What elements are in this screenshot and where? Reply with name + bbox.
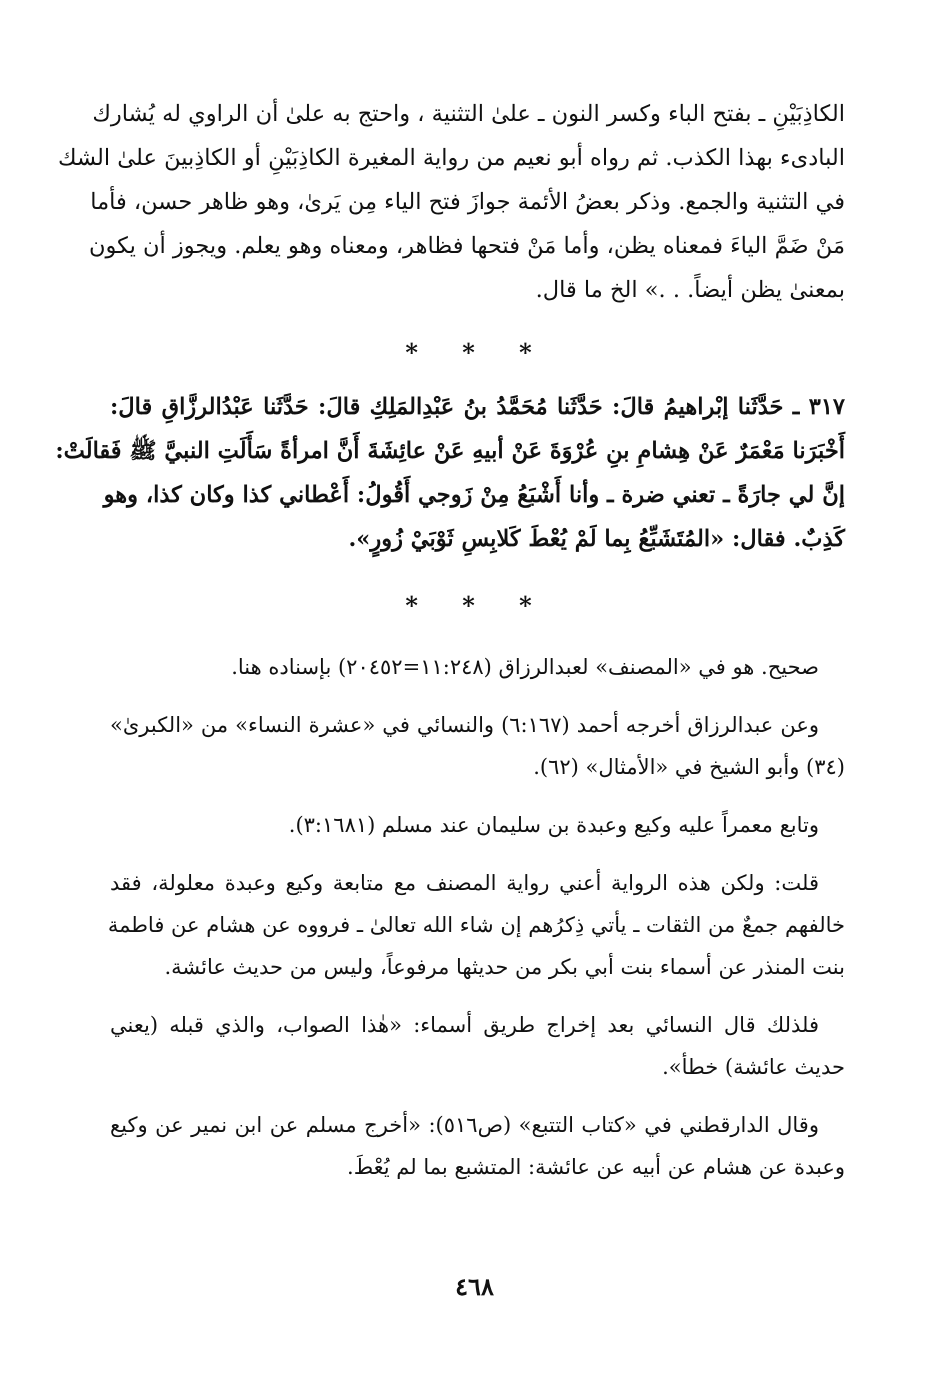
note-paragraph [110, 1004, 845, 1088]
hadith-line: كَذِبٌ. فقال: «المُتَشَبِّعُ بِما لَمْ يُعْطَ كَلابِسِ ثَوْبَيْ زُورٍ». [348, 526, 845, 552]
note-line: فلذلك قال النسائي بعد إخراج طريق أسماء: «هٰذا الصواب، والذي قبله (يعني [110, 1013, 819, 1037]
intro-paragraph [58, 92, 845, 312]
hadith-paragraph [55, 385, 845, 561]
note-paragraph [107, 862, 845, 988]
hadith-line: ٣١٧ ـ حَدَّثَنا إبْراهيمُ قالَ: حَدَّثَنا مُحَمَّدُ بنُ عَبْدِالمَلِكِ قالَ: حَدَّثَنا عَبْدُالرزَّاقِ قالَ: [110, 394, 845, 420]
note-paragraph [110, 646, 845, 688]
note-line: وقال الدارقطني في «كتاب التتبع» (ص٥١٦): «أخرج مسلم عن ابن نمير عن وكيع [110, 1113, 819, 1137]
note-paragraph [110, 704, 845, 788]
note-line: وعبدة عن هشام عن أبيه عن عائشة: المتشبع بما لم يُعْطَ. [347, 1155, 845, 1179]
note-paragraph [110, 804, 845, 846]
page-body [55, 92, 845, 1204]
text-line: بمعنىٰ يظن أيضاً. . .» الخ ما قال. [535, 277, 845, 303]
page-number: ٤٦٨ [455, 1272, 494, 1301]
hadith-line: أَخْبَرَنا مَعْمَرٌ عَنْ هِشامِ بنِ عُرْوَةَ عَنْ أبيهِ عَنْ عائِشَةَ أَنَّ امرأةً سَأَلَتِ النبيَّ ﷺ فَقالَتْ: [55, 438, 845, 464]
note-line: (٣٤) وأبو الشيخ في «الأمثال» (٦٢). [533, 755, 845, 779]
section-separator: * * * [405, 338, 550, 367]
text-line: البادىء بهذا الكذب. ثم رواه أبو نعيم من رواية المغيرة الكاذِبَيْنِ أو الكاذِبينَ علىٰ الشك [58, 145, 845, 171]
note-line: صحيح. هو في «المصنف» لعبدالرزاق (١١:٢٤٨=٢٠٤٥٢) بإسناده هنا. [231, 655, 819, 679]
note-line: حديث عائشة) خطأ». [662, 1055, 845, 1079]
note-line: وعن عبدالرزاق أخرجه أحمد (٦:١٦٧) والنسائي في «عشرة النساء» من «الكبرىٰ» [110, 713, 819, 737]
note-line: قلت: ولكن هذه الرواية أعني رواية المصنف مع متابعة وكيع وعبدة معلولة، فقد [110, 871, 819, 895]
note-paragraph [110, 1104, 845, 1188]
note-line: خالفهم جمعٌ من الثقات ـ يأتي ذِكرُهم إن شاء الله تعالىٰ ـ فرووه عن هشام عن فاطمة [107, 913, 845, 937]
text-line: في التثنية والجمع. وذكر بعضُ الأئمة جوازَ فتح الياء مِن يَرىٰ، وهو ظاهر حسن، فأما [90, 189, 845, 215]
hadith-line: إنَّ لي جارَةً ـ تعني ضرة ـ وأنا أَشْبَعُ مِنْ زَوجي أَقُولُ: أَعْطاني كذا وكان كذا، وهو [103, 482, 845, 508]
text-line: مَنْ ضَمَّ الياءَ فمعناه يظن، وأما مَنْ فتحها فظاهر، ومعناه وهو يعلم. ويجوز أن يكون [89, 233, 845, 259]
text-line: الكاذِبَيْنِ ـ بفتح الباء وكسر النون ـ علىٰ التثنية ، واحتج به علىٰ أن الراوي له يُشارك [92, 101, 845, 127]
note-line: وتابع معمراً عليه وكيع وعبدة بن سليمان عند مسلم (٣:١٦٨١). [288, 813, 819, 837]
note-line: بنت المنذر عن أسماء بنت أبي بكر من حديثها مرفوعاً، وليس من حديث عائشة. [164, 955, 845, 979]
section-separator: * * * [405, 591, 550, 620]
